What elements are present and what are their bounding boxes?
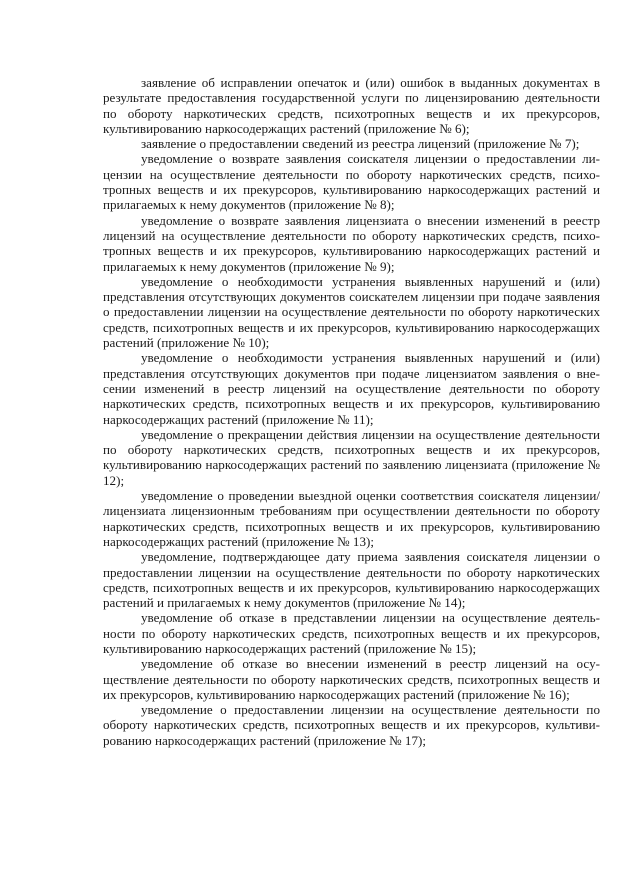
- paragraph: уведомление о предоставлении лицензии на осуществление деятельности по обороту наркотических средств, психотропных веществ и их прекурсоров, культивированию наркосодержащих растений (приложение № 17);: [103, 702, 600, 748]
- paragraph: уведомление о возврате заявления соискателя лицензии о предоставлении лицензии на осуществление деятельности по обороту наркотических средств, психотропных веществ и их прекурсоров, культивированию наркосодержащих растений и прилагаемых к нему документов (приложение № 8);: [103, 151, 600, 213]
- paragraph: уведомление о необходимости устранения выявленных нарушений и (или) представления отсутствующих документов при подаче лицензиатом заявления о внесении изменений в реестр лицензий на осуществление деятельности по обороту наркотических средств, психотропных веществ и их прекурсоров, культивированию наркосодержащих растений (приложение № 11);: [103, 350, 600, 427]
- paragraph: уведомление об отказе в представлении лицензии на осуществление деятельности по обороту наркотических средств, психотропных веществ и их прекурсоров, культивированию наркосодержащих растений (приложение № 15);: [103, 610, 600, 656]
- paragraph: заявление о предоставлении сведений из реестра лицензий (приложение № 7);: [141, 136, 580, 152]
- paragraph: заявление об исправлении опечаток и (или) ошибок в выданных документах в результате предоставления государственной услуги по лицензированию деятельности по обороту наркотических средств, психотропных веществ и их прекурсоров, культивированию наркосодержащих растений (приложение № 6);: [103, 75, 600, 136]
- paragraph: уведомление, подтверждающее дату приема заявления соискателя лицензии о предоставлении лицензии на осуществление деятельности по обороту наркотических средств, психотропных веществ и их прекурсоров, культивированию наркосодержащих растений и прилагаемых к нему документов (приложение № 14);: [103, 549, 600, 611]
- paragraph: уведомление об отказе во внесении изменений в реестр лицензий на осуществление деятельности по обороту наркотических средств, психотропных веществ и их прекурсоров, культивированию наркосодержащих растений (приложение № 16);: [103, 656, 600, 702]
- paragraph: уведомление о возврате заявления лицензиата о внесении изменений в реестр лицензий на осуществление деятельности по обороту наркотических средств, психотропных веществ и их прекурсоров, культивированию наркосодержащих растений и прилагаемых к нему документов (приложение № 9);: [103, 212, 600, 274]
- paragraph: уведомление о прекращении действия лицензии на осуществление деятельности по обороту наркотических средств, психотропных веществ и их прекурсоров, культивированию наркосодержащих растений по заявлению лицензиата (приложение № 12);: [103, 426, 600, 488]
- paragraph: уведомление о проведении выездной оценки соответствия соискателя лицензии/лицензиата лицензионным требованиям при осуществлении деятельности по обороту наркотических средств, психотропных веществ и их прекурсоров, культивированию наркосодержащих растений (приложение № 13);: [103, 488, 600, 549]
- document-page: [103, 75, 600, 748]
- paragraph: уведомление о необходимости устранения выявленных нарушений и (или) представления отсутствующих документов соискателем лицензии при подаче заявления о предоставлении лицензии на осуществление деятельности по обороту наркотических средств, психотропных веществ и их прекурсоров, культивированию наркосодержащих растений (приложение № 10);: [103, 273, 600, 351]
